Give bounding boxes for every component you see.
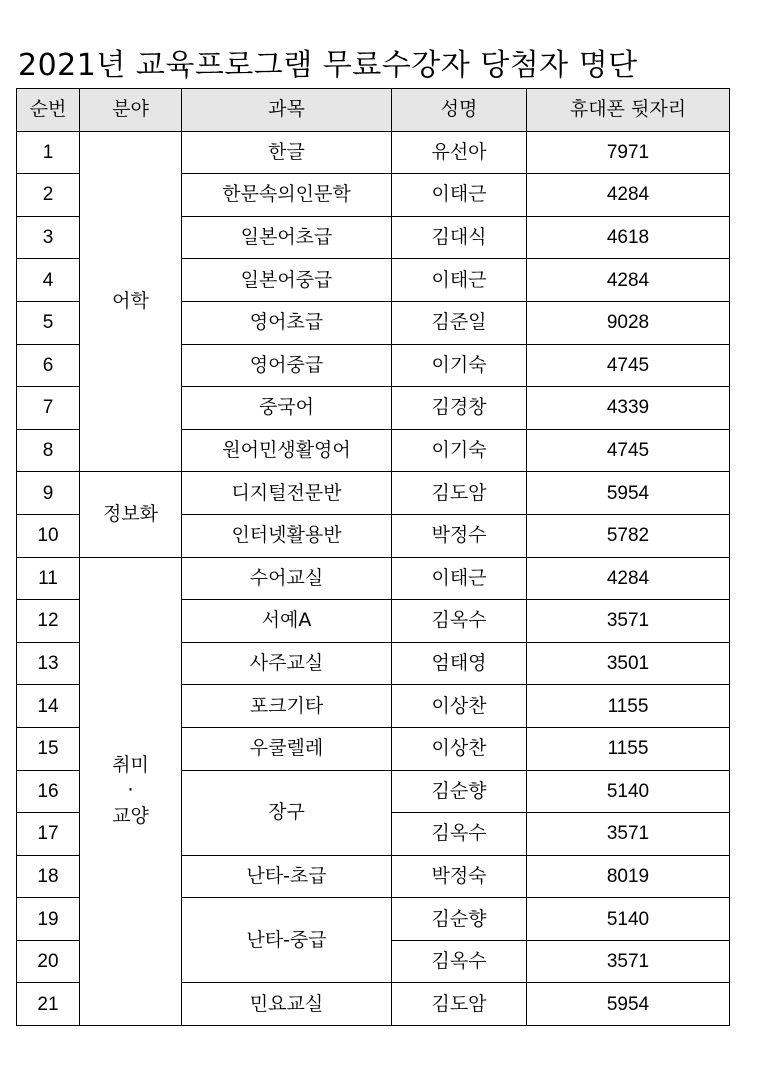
row-number: 5 (17, 301, 80, 344)
name-cell: 이태근 (392, 174, 527, 217)
field-label: 어학 (112, 289, 149, 312)
course-cell: 장구 (182, 770, 392, 855)
course-cell: 영어중급 (182, 344, 392, 387)
column-header-field: 분야 (80, 89, 182, 132)
name-cell: 김도암 (392, 472, 527, 515)
phone-cell: 5954 (527, 983, 730, 1026)
name-cell: 박정수 (392, 514, 527, 557)
row-number: 14 (17, 685, 80, 728)
column-header-number: 순번 (17, 89, 80, 132)
course-cell: 일본어초급 (182, 216, 392, 259)
row-number: 19 (17, 898, 80, 941)
row-number: 11 (17, 557, 80, 600)
phone-cell: 3571 (527, 813, 730, 856)
course-cell: 원어민생활영어 (182, 429, 392, 472)
row-number: 4 (17, 259, 80, 302)
field-label: 정보화 (102, 502, 159, 525)
name-cell: 김순향 (392, 770, 527, 813)
table-row (17, 557, 730, 600)
name-cell: 이기숙 (392, 429, 527, 472)
course-cell: 포크기타 (182, 685, 392, 728)
row-number: 3 (17, 216, 80, 259)
table-header-row (17, 89, 730, 132)
row-number: 12 (17, 600, 80, 643)
winners-table (16, 88, 730, 1026)
phone-cell: 4284 (527, 259, 730, 302)
field-label-separator: · (127, 779, 134, 802)
name-cell: 이기숙 (392, 344, 527, 387)
course-cell: 난타-중급 (182, 898, 392, 983)
phone-cell: 5782 (527, 514, 730, 557)
name-cell: 박정숙 (392, 855, 527, 898)
field-label: 교양 (112, 805, 149, 828)
table-row (17, 472, 730, 515)
phone-cell: 4745 (527, 344, 730, 387)
row-number: 18 (17, 855, 80, 898)
phone-cell: 4339 (527, 387, 730, 430)
name-cell: 유선아 (392, 131, 527, 174)
row-number: 10 (17, 514, 80, 557)
phone-cell: 5140 (527, 898, 730, 941)
phone-cell: 3501 (527, 642, 730, 685)
phone-cell: 4284 (527, 174, 730, 217)
row-number: 9 (17, 472, 80, 515)
name-cell: 김순향 (392, 898, 527, 941)
field-cell (80, 557, 182, 1026)
name-cell: 김도암 (392, 983, 527, 1026)
phone-cell: 3571 (527, 600, 730, 643)
name-cell: 김옥수 (392, 600, 527, 643)
row-number: 20 (17, 940, 80, 983)
phone-cell: 3571 (527, 940, 730, 983)
column-header-course: 과목 (182, 89, 392, 132)
course-cell: 서예A (182, 600, 392, 643)
course-cell: 일본어중급 (182, 259, 392, 302)
phone-cell: 5140 (527, 770, 730, 813)
row-number: 21 (17, 983, 80, 1026)
row-number: 6 (17, 344, 80, 387)
phone-cell: 5954 (527, 472, 730, 515)
row-number: 2 (17, 174, 80, 217)
name-cell: 이태근 (392, 259, 527, 302)
course-cell: 사주교실 (182, 642, 392, 685)
field-cell (80, 131, 182, 472)
field-cell (80, 472, 182, 557)
row-number: 13 (17, 642, 80, 685)
course-cell: 디지털전문반 (182, 472, 392, 515)
course-cell: 민요교실 (182, 983, 392, 1026)
name-cell: 이상찬 (392, 727, 527, 770)
course-cell: 수어교실 (182, 557, 392, 600)
course-cell: 중국어 (182, 387, 392, 430)
row-number: 16 (17, 770, 80, 813)
phone-cell: 1155 (527, 727, 730, 770)
row-number: 17 (17, 813, 80, 856)
phone-cell: 9028 (527, 301, 730, 344)
name-cell: 김준일 (392, 301, 527, 344)
course-cell: 한문속의인문학 (182, 174, 392, 217)
phone-cell: 1155 (527, 685, 730, 728)
row-number: 15 (17, 727, 80, 770)
row-number: 1 (17, 131, 80, 174)
course-cell: 우쿨렐레 (182, 727, 392, 770)
column-header-phone: 휴대폰 뒷자리 (527, 89, 730, 132)
column-header-name: 성명 (392, 89, 527, 132)
name-cell: 이상찬 (392, 685, 527, 728)
name-cell: 김옥수 (392, 813, 527, 856)
name-cell: 이태근 (392, 557, 527, 600)
phone-cell: 4745 (527, 429, 730, 472)
phone-cell: 4618 (527, 216, 730, 259)
phone-cell: 4284 (527, 557, 730, 600)
course-cell: 인터넷활용반 (182, 514, 392, 557)
table-row (17, 131, 730, 174)
course-cell: 난타-초급 (182, 855, 392, 898)
course-cell: 한글 (182, 131, 392, 174)
row-number: 7 (17, 387, 80, 430)
row-number: 8 (17, 429, 80, 472)
page-title: 2021년 교육프로그램 무료수강자 당첨자 명단 (18, 48, 638, 83)
name-cell: 김옥수 (392, 940, 527, 983)
phone-cell: 8019 (527, 855, 730, 898)
field-label: 취미 (112, 753, 149, 776)
phone-cell: 7971 (527, 131, 730, 174)
name-cell: 김대식 (392, 216, 527, 259)
name-cell: 김경창 (392, 387, 527, 430)
course-cell: 영어초급 (182, 301, 392, 344)
name-cell: 엄태영 (392, 642, 527, 685)
